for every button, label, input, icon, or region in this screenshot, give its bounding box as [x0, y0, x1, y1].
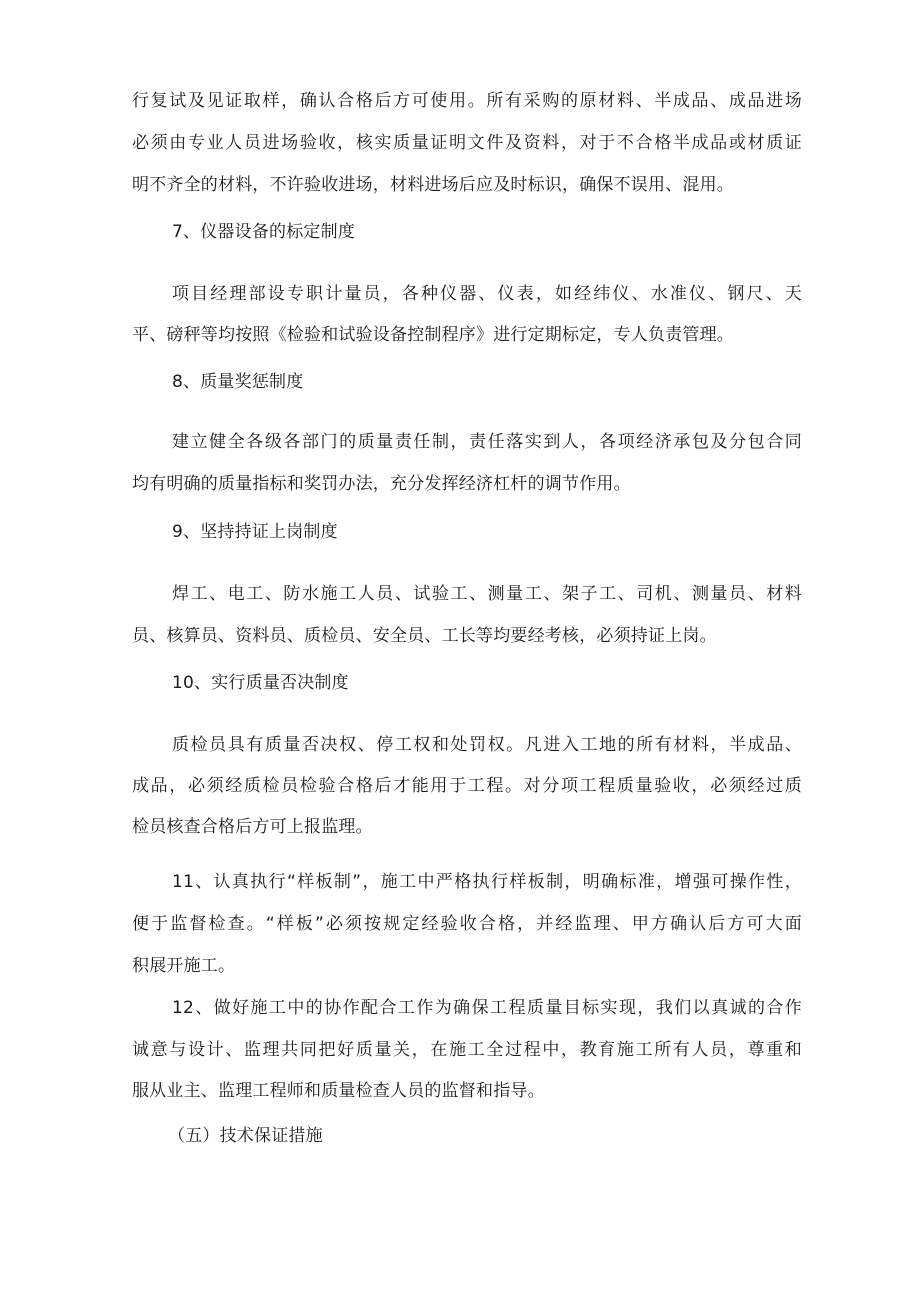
body-text-line: 积展开施工。 — [132, 956, 236, 976]
body-text-line: 质检员具有质量否决权、停工权和处罚权。凡进入工地的所有材料，半成品、 — [172, 735, 802, 755]
body-text-line: 检员核查合格后方可上报监理。 — [132, 817, 373, 837]
body-text-line: 项目经理部设专职计量员，各种仪器、仪表，如经纬仪、水准仪、钢尺、天 — [172, 284, 802, 304]
body-text-line: 12、做好施工中的协作配合工作为确保工程质量目标实现，我们以真诚的合作 — [172, 998, 802, 1018]
section-heading: 10、实行质量否决制度 — [172, 673, 349, 693]
body-text-line: 便于监督检查。“样板”必须按规定经验收合格，并经监理、甲方确认后方可大面 — [132, 914, 802, 934]
body-text-line: 员、核算员、资料员、质检员、安全员、工长等均要经考核，必须持证上岗。 — [132, 626, 717, 646]
body-text-line: 明不齐全的材料，不许验收进场，材料进场后应及时标识，确保不误用、混用。 — [132, 175, 734, 195]
section-heading: 9、坚持持证上岗制度 — [172, 522, 338, 542]
section-heading: （五）技术保证措施 — [168, 1126, 323, 1146]
section-heading: 7、仪器设备的标定制度 — [172, 222, 356, 242]
body-text-line: 均有明确的质量指标和奖罚办法，充分发挥经济杠杆的调节作用。 — [132, 474, 631, 494]
body-text-line: 焊工、电工、防水施工人员、试验工、测量工、架子工、司机、测量员、材料 — [172, 584, 802, 604]
body-text-line: 行复试及见证取样，确认合格后方可使用。所有采购的原材料、半成品、成品进场 — [132, 91, 802, 111]
body-text-line: 诚意与设计、监理共同把好质量关，在施工全过程中，教育施工所有人员，尊重和 — [132, 1040, 802, 1060]
body-text-line: 建立健全各级各部门的质量责任制，责任落实到人，各项经济承包及分包合同 — [172, 432, 802, 452]
body-text-line: 必须由专业人员进场验收，核实质量证明文件及资料，对于不合格半成品或材质证 — [132, 133, 802, 153]
body-text-line: 服从业主、监理工程师和质量检查人员的监督和指导。 — [132, 1081, 545, 1101]
body-text-line: 平、磅秤等均按照《检验和试验设备控制程序》进行定期标定，专人负责管理。 — [132, 325, 734, 345]
section-heading: 8、质量奖惩制度 — [172, 372, 304, 392]
body-text-line: 成品，必须经质检员检验合格后才能用于工程。对分项工程质量验收，必须经过质 — [132, 776, 802, 796]
body-text-line: 11、认真执行“样板制”，施工中严格执行样板制，明确标准，增强可操作性， — [172, 872, 802, 892]
